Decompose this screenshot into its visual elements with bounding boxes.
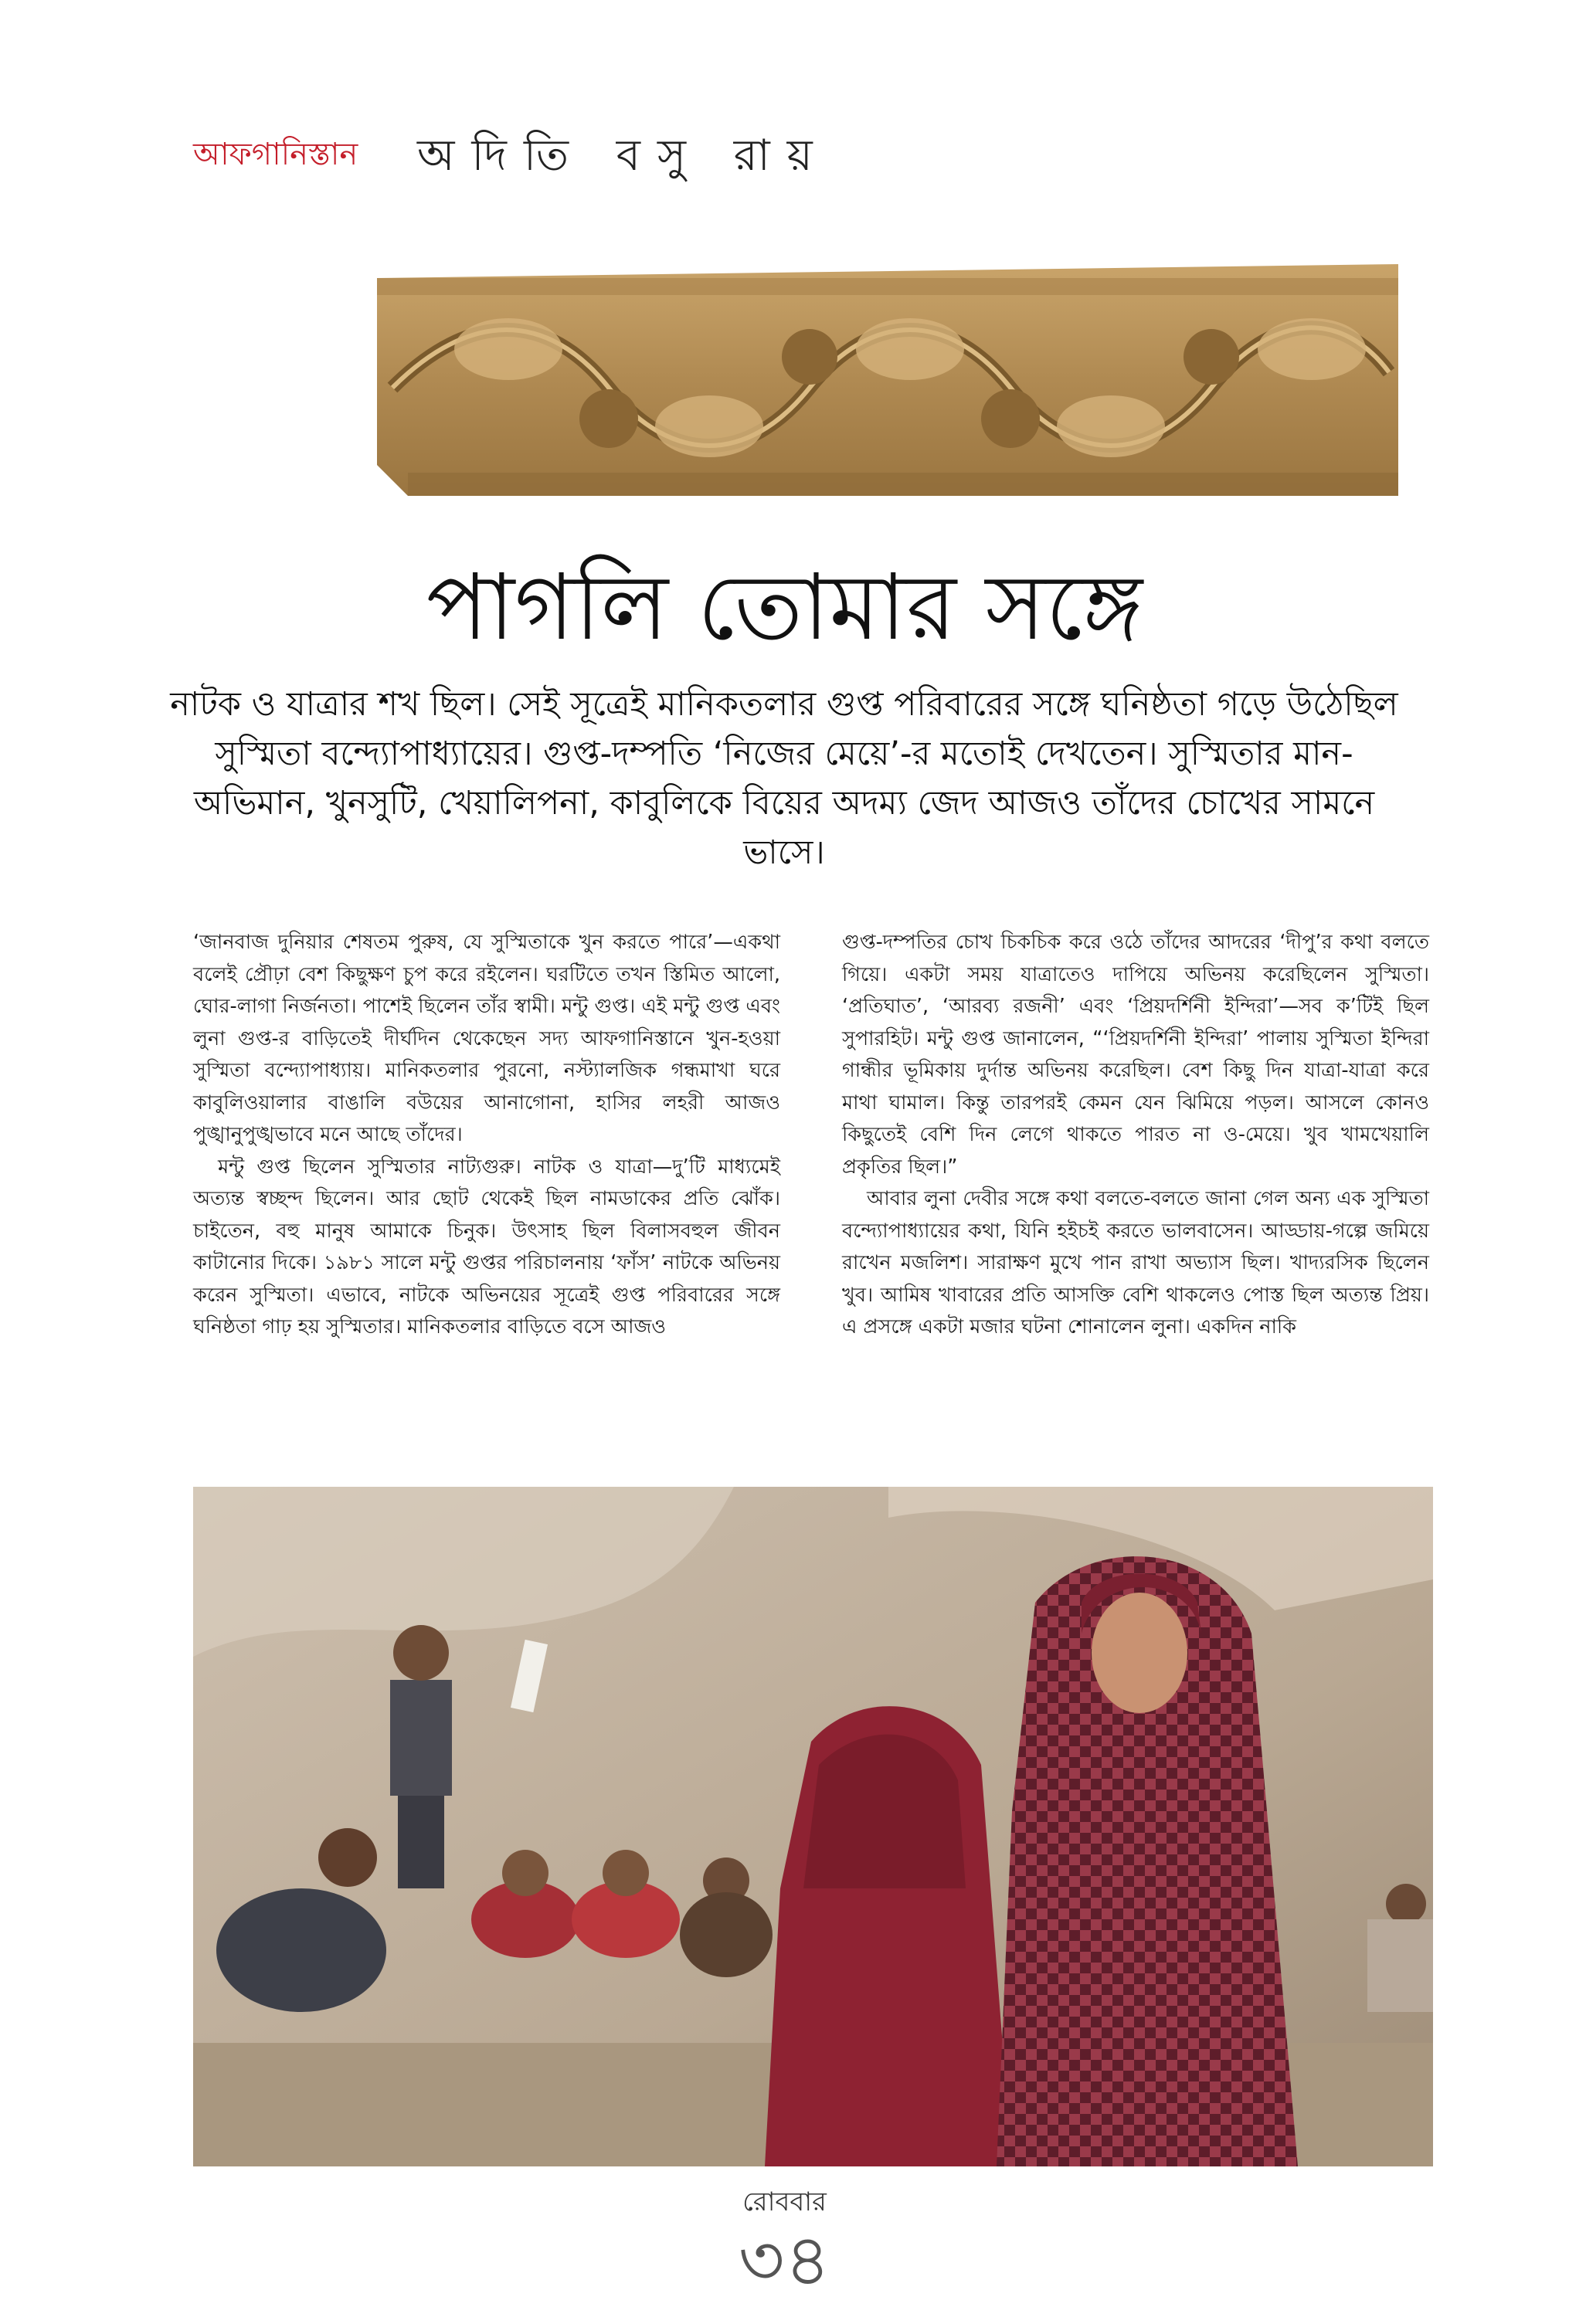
author-byline: অদিতি বসু রায় — [417, 131, 830, 181]
headline: পাগলি তোমার সঙ্গে — [426, 554, 1143, 660]
body-paragraph: গুপ্ত-দম্পতির চোখ চিকচিক করে ওঠে তাঁদের আদরের ‘দীপু’র কথা বলতে গিয়ে। একটা সময় যাত্রাতেও দাপিয়ে অভিনয় করেছিলেন সুস্মিতা। ‘প্রতিঘাত’, ‘আরব্য রজনী’ এবং ‘প্রিয়দর্শিনী ইন্দিরা’—সব ক’টিই ছিল সুপারহিট। মন্টু গুপ্ত জানালেন, “‘প্রিয়দর্শিনী ইন্দিরা’ পালায় সুস্মিতা ইন্দিরা গান্ধীর ভূমিকায় দুর্দান্ত অভিনয় করেছিল। বেশ কিছু দিন যাত্রা-যাত্রা করে মাথা ঘামাল। কিন্তু তারপরই কেমন যেন ঝিমিয়ে পড়ল। আসলে কোনও কিছুতেই বেশি দিন লেগে থাকতে পারত না ও-মেয়ে। খুব খামখেয়ালি প্রকৃতির ছিল।” — [842, 931, 1429, 1179]
body-paragraph: ‘জানবাজ দুনিয়ার শেষতম পুরুষ, যে সুস্মিতাকে খুন করতে পারে’—একথা বলেই প্রৌঢ়া বেশ কিছুক্ষণ চুপ করে রইলেন। ঘরটিতে তখন স্তিমিত আলো, ঘোর-লাগা নির্জনতা। পাশেই ছিলেন তাঁর স্বামী। মন্টু গুপ্ত। এই মন্টু গুপ্ত এবং লুনা গুপ্ত-র বাড়িতেই দীর্ঘদিন থেকেছেন সদ্য আফগানিস্তানে খুন-হওয়া সুস্মিতা বন্দ্যোপাধ্যায়। মানিকতলার পুরনো, নস্ট্যালজিক গন্ধমাখা ঘরে কাবুলিওয়ালার বাঙালি বউয়ের আনাগোনা, হাসির লহরী আজও পুঙ্খানুপুঙ্খভাবে মনে আছে তাঁদের। — [193, 931, 780, 1146]
section-label: আফগানিস্তান — [193, 137, 358, 172]
body-paragraph: মন্টু গুপ্ত ছিলেন সুস্মিতার নাট্যগুরু। নাটক ও যাত্রা—দু’টি মাধ্যমেই অত্যন্ত স্বচ্ছন্দ ছিলেন। আর ছোট থেকেই ছিল নামডাকের প্রতি ঝোঁক। চাইতেন, বহু মানুষ আমাকে চিনুক। উৎসাহ ছিল বিলাসবহুল জীবন কাটানোর দিকে। ১৯৮১ সালে মন্টু গুপ্তর পরিচালনায় ‘ফাঁস’ নাটকে অভিনয় করেন সুস্মিতা। এভাবে, নাটকে অভিনয়ের সূত্রেই গুপ্ত পরিবারের সঙ্গে ঘনিষ্ঠতা গাঢ় হয় সুস্মিতার। মানিকতলার বাড়িতে বসে আজও — [193, 1155, 780, 1338]
carved-frieze-image — [377, 264, 1398, 496]
publication-name: রোববার — [742, 2187, 827, 2217]
body-paragraph: আবার লুনা দেবীর সঙ্গে কথা বলতে-বলতে জানা গেল অন্য এক সুস্মিতা বন্দ্যোপাধ্যায়ের কথা, যিনি হইচই করতে ভালবাসেন। আড্ডায়-গল্পে জমিয়ে রাখেন মজলিশ। সারাক্ষণ মুখে পান রাখা অভ্যাস ছিল। খাদ্যরসিক ছিলেন খুব। আমিষ খাবারের প্রতি আসক্তি বেশি থাকলেও পোস্ত ছিল অত্যন্ত প্রিয়। এ প্রসঙ্গে একটা মজার ঘটনা শোনালেন লুনা। একদিন নাকি — [842, 1187, 1429, 1338]
body-column-left — [193, 927, 780, 1344]
page-number: ৩৪ — [738, 2219, 831, 2302]
body-column-right — [842, 927, 1429, 1344]
standfirst: নাটক ও যাত্রার শখ ছিল। সেই সূত্রেই মানিকতলার গুপ্ত পরিবারের সঙ্গে ঘনিষ্ঠতা গড়ে উঠেছিল সুস্মিতা বন্দ্যোপাধ্যায়ের। গুপ্ত-দম্পতি ‘নিজের মেয়ে’-র মতোই দেখতেন। সুস্মিতার মান-অভিমান, খুনসুটি, খেয়ালিপনা, কাবুলিকে বিয়ের অদম্য জেদ আজও তাঁদের চোখের সামনে ভাসে। — [170, 685, 1398, 872]
article-photo — [193, 1487, 1433, 2166]
